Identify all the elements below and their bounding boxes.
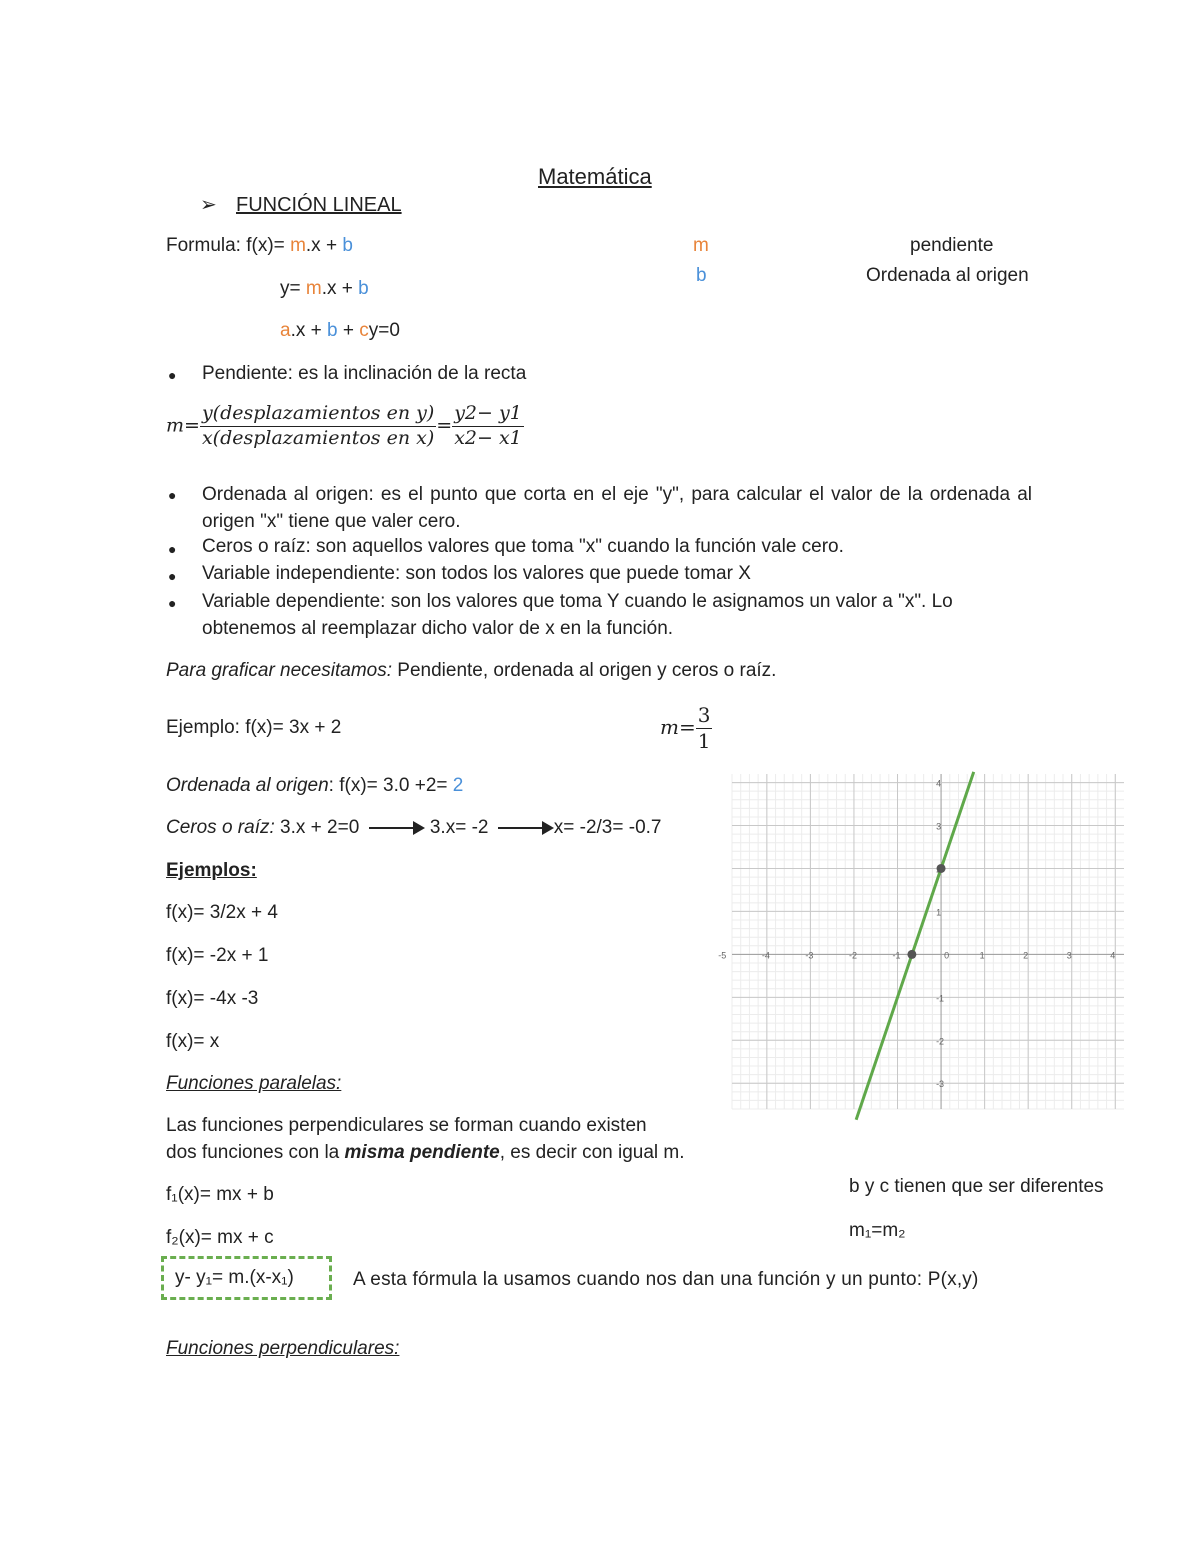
bullet-ordenada: Ordenada al origen: es el punto que corta en el eje "y", para calcular el valor de la ordenada al origen "x" tiene que valer cero.: [202, 484, 1032, 532]
legend-m-desc: pendiente: [910, 235, 994, 256]
bullet-dependiente: Variable dependiente: son los valores que toma Y cuando le asignamos un valor a "x". Lo obtenemos al reemplazar dicho valor de x en la función.: [202, 591, 953, 639]
bullet-icon: ●: [168, 595, 177, 611]
legend-b-desc: Ordenada al origen: [866, 265, 1029, 286]
ejemplos-heading: Ejemplos:: [166, 860, 257, 881]
x-tick-label: -2: [848, 950, 857, 961]
x-tick-label: 3: [1066, 950, 1072, 961]
bullet-independiente: Variable independiente: son todos los valores que puede tomar X: [202, 563, 751, 584]
perpendiculares-heading: Funciones perpendiculares:: [166, 1338, 400, 1359]
ordenada-calc: Ordenada al origen: f(x)= 3.0 +2= 2: [166, 775, 464, 796]
point-slope-formula: y- y₁= m.(x-x₁): [175, 1267, 294, 1288]
x-tick-label: -3: [805, 950, 814, 961]
y-tick-label: -1: [936, 993, 945, 1004]
bullet-icon: ●: [168, 367, 177, 383]
ejemplo-item: f(x)= -2x + 1: [166, 945, 269, 966]
right-arrow-icon: [498, 827, 550, 829]
note-m: m₁=m₂: [849, 1220, 906, 1241]
ejemplo-item: f(x)= x: [166, 1031, 220, 1052]
bullet-icon: ●: [168, 487, 177, 503]
x-tick-label: -1: [892, 950, 901, 961]
function-graph: [718, 774, 1124, 1109]
graph-point: [907, 950, 916, 959]
y-tick-label: 4: [936, 778, 942, 789]
ceros-calc: Ceros o raíz: 3.x + 2=0 3.x= -2 x= -2/3= -0.7: [166, 817, 662, 838]
ejemplo-item: f(x)= -4x -3: [166, 988, 259, 1009]
paralelas-line-2: dos funciones con la misma pendiente, es decir con igual m.: [166, 1142, 685, 1163]
y-tick-label: 3: [936, 821, 942, 832]
f1-line: f₁(x)= mx + b: [166, 1184, 274, 1205]
right-arrow-icon: [369, 827, 421, 829]
point-slope-desc: A esta fórmula la usamos cuando nos dan una función y un punto: P(x,y): [353, 1269, 979, 1290]
x-tick-label: 0: [944, 950, 950, 961]
x-tick-label: 2: [1023, 950, 1029, 961]
section-heading: FUNCIÓN LINEAL: [236, 194, 402, 216]
ejemplo-slope: m= $\frac{3}{1}$: [660, 703, 711, 753]
x-tick-label: 1: [979, 950, 985, 961]
ejemplo-item: f(x)= 3/2x + 4: [166, 902, 278, 923]
bullet-icon: ●: [168, 568, 177, 584]
graficar-line: Para graficar necesitamos: Pendiente, ordenada al origen y ceros o raíz.: [166, 660, 777, 681]
formula-line-2: y= m.x + b: [280, 278, 369, 299]
legend-b: b: [696, 265, 707, 286]
slope-formula: m= $\frac{\text{y(desplazamientos en y)}}{\text{x(desplazamientos en x)}}$ = $\frac{y2- y1}{x2- x1}$: [166, 402, 522, 449]
x-tick-label: -4: [761, 950, 770, 961]
bullet-ceros: Ceros o raíz: son aquellos valores que toma "x" cuando la función vale cero.: [202, 536, 844, 557]
legend-m: m: [693, 235, 709, 256]
paralelas-heading: Funciones paralelas:: [166, 1073, 342, 1094]
x-tick-label: -5: [718, 950, 727, 961]
bullet-pendiente: Pendiente: es la inclinación de la recta: [202, 363, 527, 384]
formula-line-1: Formula: f(x)= m.x + b: [166, 235, 353, 256]
formula-line-3: a.x + b + cy=0: [280, 320, 400, 341]
arrow-bullet-icon: ➢: [200, 194, 217, 216]
y-tick-label: -3: [936, 1079, 945, 1090]
ejemplo-line: Ejemplo: f(x)= 3x + 2: [166, 717, 342, 738]
page-title: Matemática: [538, 164, 652, 189]
note-bc: b y c tienen que ser diferentes: [849, 1176, 1104, 1197]
y-tick-label: -2: [936, 1036, 945, 1047]
x-tick-label: 4: [1110, 950, 1116, 961]
graph-point: [937, 864, 946, 873]
bullet-icon: ●: [168, 541, 177, 557]
y-tick-label: 1: [936, 907, 942, 918]
paralelas-line-1: Las funciones perpendiculares se forman cuando existen: [166, 1115, 647, 1136]
f2-line: f₂(x)= mx + c: [166, 1227, 274, 1248]
